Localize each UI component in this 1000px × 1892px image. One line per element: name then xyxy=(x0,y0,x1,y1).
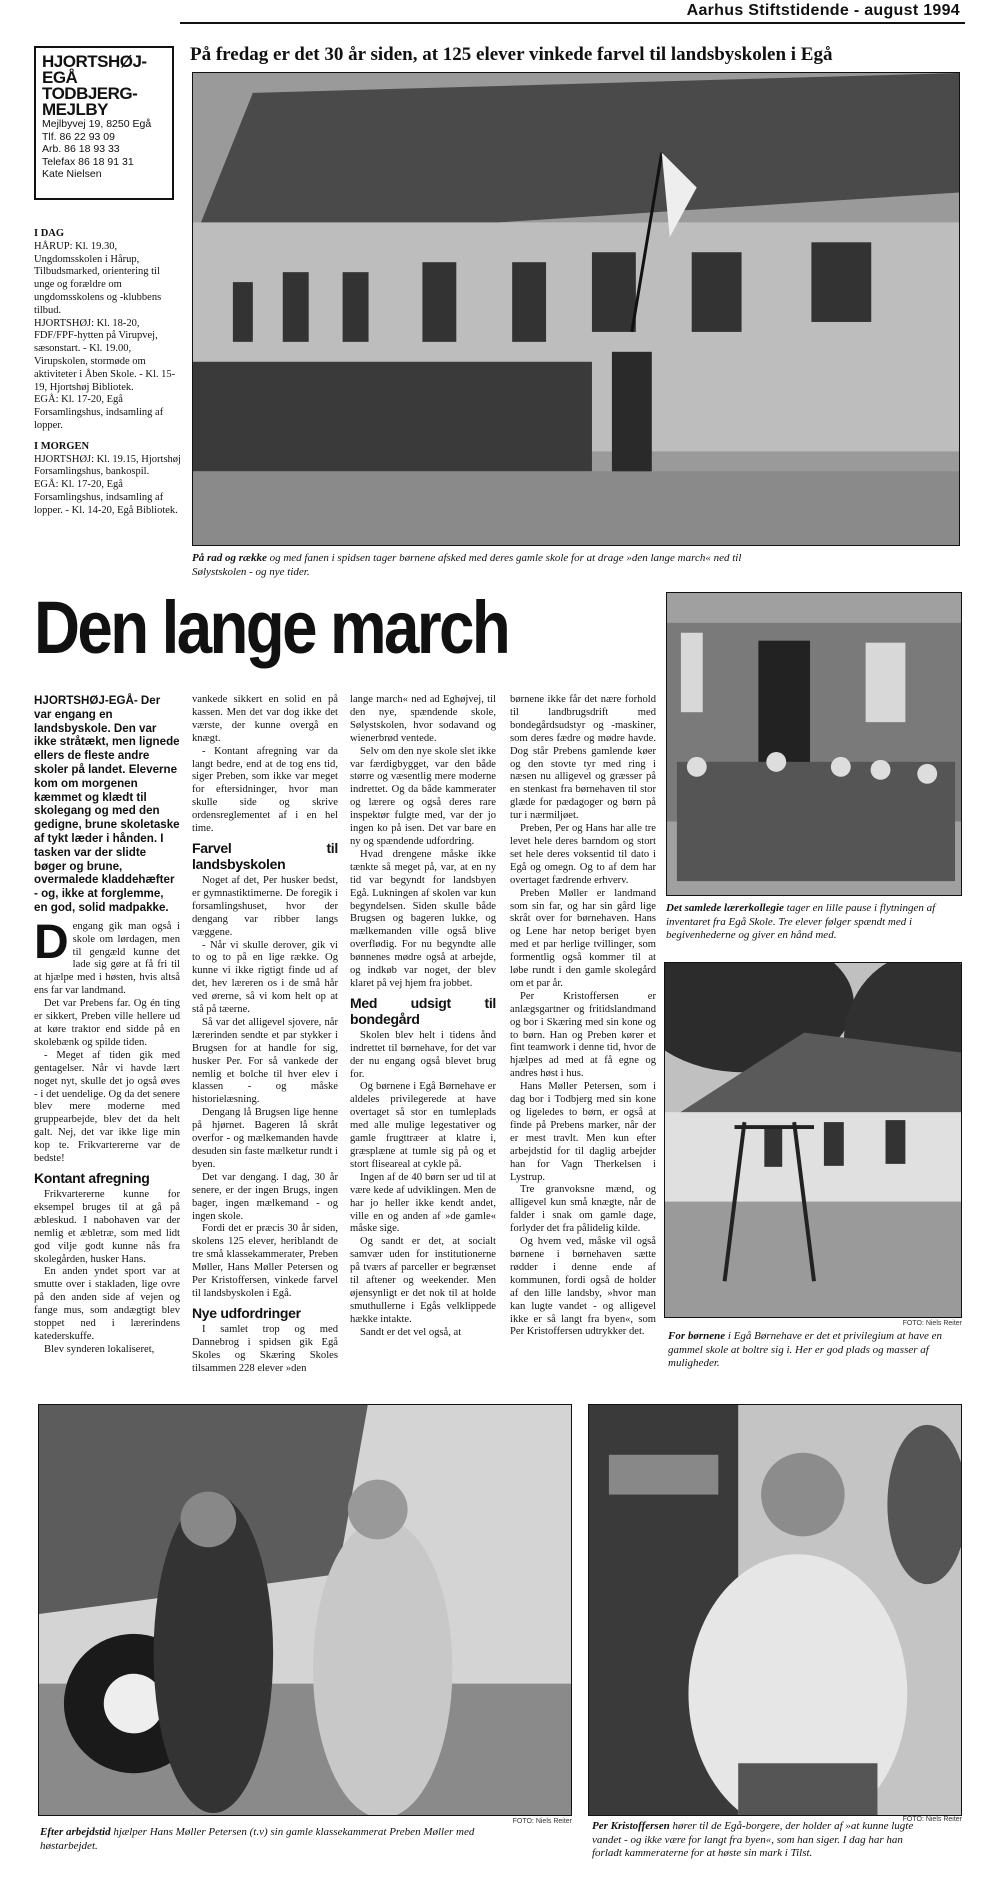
office-contact-name: Kate Nielsen xyxy=(42,168,102,180)
office-name-line-1: HJORTSHØJ- xyxy=(42,52,147,71)
article-lead: HJORTSHØJ-EGÅ- Der var engang en landsbyskole. Den var ikke stråtækt, men lignede ellers de fleste andre skoler på landet. Eleverne kom om morgenen kæmmet og klædt til skolegang og med den gedigne, brune skoletaske af tykt læder i hånden. I tasken var der slidte bøger og brune, overmalede kladdehæfter - og, ikke at forglemme, en god, solid madpakke. xyxy=(34,694,180,914)
kindergarten-photo-credit: FOTO: Niels Reiter xyxy=(902,1320,962,1327)
newspaper-name: Aarhus Stiftstidende xyxy=(686,2,850,19)
masthead: Aarhus Stiftstidende - august 1994 xyxy=(686,2,960,19)
teachers-image xyxy=(667,593,961,895)
article-intro: D engang gik man også i skole om lørdagen, men til gengæld kunne det lade sig gøre at få fri til at hjælpe med i høsten, hvis altså ens far var landmand. xyxy=(34,915,180,997)
events-listing xyxy=(34,228,182,518)
kindergarten-photo-caption: For børnene i Egå Børnehave er det et privilegium at have en gammel skole at boltre sig i. Her er god plads og masser af muligheder. xyxy=(668,1330,943,1369)
event-item: HJORTSHØJ: Kl. 19.15, Hjortshøj Forsamlingshus, bankospil. xyxy=(34,453,181,478)
subheading-kontant: Kontant afregning xyxy=(34,1169,150,1186)
article-column-4: børnene ikke får det nære forhold til landbrugsdrift med bondegårdsudstyr og -maskiner, som deres fædre og mødre havde. Dog står Prebens gamlende køer og den stovte tyr med ring i næsen nu alligevel og græsser på en stenkast fra børnehaven til stor glæde for pædagoger og børn på tur i nærmiljøet. Preben, Per og Hans har alle tre levet hele deres barndom og stort set hele deres voksentid til dato i Egå og omegn. Og to af dem har overtaget fædrende erhverv. Preben Møller er landmand som sin far, og har sin gård lige skråt over for børnehaven. Hans og Lene har netop beriget byen med et par herlige tvillinger, som formentlig også kommer til at løbe rundt i den gamle skolegård om et par år. Per Kristoffersen er anlægsgartner og fritidslandmand og bor i Skæring med sin kone og to børn. Han og Preben kører et fint teamwork i denne tid, hvor de hjælpes ad med at få egne og andres høst i hus. Hans Møller Petersen, som i dag bor i Todbjerg med sin kone og ligeledes to børn, er også at finde på Prebens marker, når der er mest travlt. Men kun efter arbejdstid for til daglig arbejder han for Vagn Therkelsen i Lystrup. Tre granvoksne mænd, og alligevel kun små knægte, når de falder i snak om gamle dage, forlyder det fra pålidelig kilde. Og hvem ved, måske vil også børnene i børnehaven sætte rødder i denne ende af kommunen, fordi også de holder af den lille landsby, »hvor man kan lugte vandet - og alligevel ikke er så langt fra byen«, som Per Kristoffersen udtrykker det. xyxy=(510,694,656,1338)
issue-date: august 1994 xyxy=(864,2,960,19)
school-children-photo xyxy=(192,72,960,546)
top-rule xyxy=(180,22,965,24)
kindergarten-photo xyxy=(664,962,962,1318)
article-column-3: lange march« ned ad Eghøjvej, til den nye, spændende skole, Sølystskolen, hvor sodavand og wienerbrød ventede. Selv om den nye skole slet ikke var færdigbygget, var den både større og væsentlig mere moderne indrettet. Og da både kammerater og lærere og også deres rare inspektør fulgte med, var der jo ingen ko på isen. Det var bare en ny og spændende udfordring. Hvad drengene måske ikke tænkte så meget på, var, at en ny tid var begyndt for landsbyen Egå. Lukningen af skolen var kun begyndelsen. Siden skulle både Brugsen og bageren lukke, og mælkemanden ville også blive overflødig. For nu begyndte alle bønnenes mødre også at arbejde, og indkøb var noget, der blev klaret på vej hjem fra jobbet. Med udsigt til bondegård Skolen blev helt i tidens ånd indrettet til børnehave, for det var der nu engang også blevet brug for. Og børnene i Egå Børnehave er aldeles privilegerede at have overtaget så stor en tumleplads med alle mulige legestativer og gamle frugttræer at klatre i, græsplæne at tumle sig på og et stort fliseareal at cykle på. Ingen af de 40 børn ser ud til at være kede af udviklingen. Men de har jo heller ikke kendt andet, ville en og anden af »de gamle« måske sige. Og sandt er det, at socialt samvær uden for institutionerne på tværs af parceller er begrænset til aftener og weekender. Men øjensynligt er det nok til at holde smuthullerne i Egås velklippede hække intakte. Sandt er det vel også, at xyxy=(350,694,496,1338)
kicker-line: På fredag er det 30 år siden, at 125 elever vinkede farvel til landsbyskolen i Egå xyxy=(190,44,833,65)
per-kristoffersen-photo xyxy=(588,1404,962,1816)
events-today-heading: I DAG xyxy=(34,228,65,239)
main-photo-caption: På rad og række og med fanen i spidsen tager børnene afsked med deres gamle skole for at drage »den lange march« ned til Sølystskolen - og nye tider. xyxy=(192,552,742,578)
events-tomorrow-heading: I MORGEN xyxy=(34,440,90,452)
office-name-line-4: MEJLBY xyxy=(42,100,108,119)
subheading-farvel: Farvel til landsbyskolen xyxy=(192,839,338,872)
teachers-photo xyxy=(666,592,962,896)
teachers-photo-caption: Det samlede lærerkollegie tager en lille pause i flytningen af inventaret fra Egå Skole. Tre elever følger spændt med i begivenhederne og giver en hånd med. xyxy=(666,902,936,941)
per-photo-caption: Per Kristoffersen hører til de Egå-borgere, der holder af »at kunne lugte vandet - og ikke være for langt fra byen«, som han siger. I dag har han forladt kammeraterne for at høste sin mark i Tilst. xyxy=(592,1820,914,1859)
headline: Den lange march xyxy=(34,586,509,669)
event-item: HJORTSHØJ: Kl. 18-20, FDF/FPF-hytten på Virupvej, sæsonstart. - Kl. 19.00, Virupskolen, stormøde om aktiviteter i Åben Skole. - Kl. 15-19, Hjortshøj Bibliotek. xyxy=(34,317,176,393)
office-work-phone: Arb. 86 18 93 33 xyxy=(42,143,120,155)
local-office-box xyxy=(34,46,174,200)
office-fax: Telefax 86 18 91 31 xyxy=(42,155,134,168)
school-children-image xyxy=(193,73,959,545)
event-item: EGÅ: Kl. 17-20, Egå Forsamlingshus, indsamling af lopper. xyxy=(34,394,164,431)
office-phone: Tlf. 86 22 93 09 xyxy=(42,130,115,143)
per-photo-credit: FOTO: Niels Reiter xyxy=(902,1816,962,1823)
dropcap: D xyxy=(34,915,69,969)
harvest-image xyxy=(39,1405,571,1815)
subheading-udfordringer: Nye udfordringer xyxy=(192,1304,301,1321)
article-column-1: HJORTSHØJ-EGÅ- Der var engang en landsbyskole. Den var ikke stråtækt, men lignede ellers de fleste andre skoler på landet. Eleverne kom om morgenen kæmmet og klædt til skolegang og med den gedigne, brune skoletaske af tykt læder i hånden. I tasken var der slidte bøger og brune, overmalede kladdehæfter - og, ikke at forglemme, en god, solid madpakke. D engang gik man også i skole om lørdagen, men til gengæld kunne det lade sig gøre at få fri til at hjælpe med i høsten, hvis altså ens far var landmand. Det var Prebens far. Og én ting er sikkert, Preben ville hellere ud at køre traktor end sidde på en skolebænk og spilde tiden. - Meget af tiden gik med gentagelser. Når vi havde lært noget nyt, skulle det jo også øves - i det uendelige. Og da det senere blev mere moderne med gruppearbejde, blev det da helt galt. Nej, det var ikke lige min kop te. Frikvartererne var de bedste! Kontant afregning Frikvartererne kunne for eksempel bruges til at gå på æbleskud. I nabohaven var der nemlig et æbletræ, som med lidt god vilje godt kunne nås fra skolegården, husker Hans. En anden yndet sport var at smutte over i stakladen, lige ovre på den anden side af vejen og fange mus, som andægtigt blev stoppet ned i lærerindens katederskuffe. Blev synderen lokaliseret, xyxy=(34,694,180,1355)
per-kristoffersen-image xyxy=(589,1405,961,1815)
event-item: EGÅ: Kl. 17-20, Egå Forsamlingshus, indsamling af lopper. - Kl. 14-20, Egå Bibliotek. xyxy=(34,479,178,516)
office-name-line-3: TODBJERG- xyxy=(42,84,138,103)
article-column-2: vankede sikkert en solid en på kassen. Men det var dog ikke det værste, der kunne overgå en knægt. - Kontant afregning var da langt bedre, end at de tog ens tid, siger Preben, som ikke var meget for eftersidninger, hvor man skulle side og skrive ordensreglementet af i en hel time. Farvel til landsbyskolen Noget af det, Per husker bedst, er gymnastiktimerne. De foregik i forsamlingshuset, hvor der dengang var ribber langs væggene. - Når vi skulle derover, gik vi to og to på en lige række. Og kunne vi ikke rigtigt finde ud af det, hev læreren os i de små hår ved ørerne, så vi kom helt op at stå på tæerne. Så var det alligevel sjovere, når lærerinden sendte et par stykker i Brugsen for at handle for sig, husker Per. For så vankede der nemlig et bolche til hver elev i klassen - og måske historielæsning. Dengang lå Brugsen lige henne på hjørnet. Bageren lå skråt overfor - og mælkemanden havde desuden sin faste mælketur rundt i byen. Det var dengang. I dag, 30 år senere, er der ingen Brugs, ingen bager, ingen mælkemand - og ingen skole. Fordi det er præcis 30 år siden, skolens 125 elever, heriblandt de tre små klassekammerater, Preben Møller, Hans Møller Petersen og Per Kristoffersen, vinkede farvel til landsbyskolen i Egå. Nye udfordringer I samlet trop og med Dannebrog i spidsen gik Egå Skoles og Skæring Skoles tilsammen 228 elever »den xyxy=(192,694,338,1374)
subheading-bondegaard: Med udsigt til bondegård xyxy=(350,994,496,1027)
harvest-photo-caption: Efter arbejdstid hjælper Hans Møller Petersen (t.v) sin gamle klassekammerat Preben Møller med høstarbejdet. xyxy=(40,1826,475,1852)
kindergarten-image xyxy=(665,963,961,1317)
office-address: Mejlbyvej 19, 8250 Egå xyxy=(42,118,152,130)
harvest-photo-credit: FOTO: Niels Reiter xyxy=(512,1818,572,1825)
office-name-line-2: EGÅ xyxy=(42,68,78,87)
event-item: HÅRUP: Kl. 19.30, Ungdomsskolen i Hårup, Tilbudsmarked, orientering til unge og forældre om ungdomsskolens og -klubbens tilbud. xyxy=(34,240,162,316)
harvest-photo xyxy=(38,1404,572,1816)
